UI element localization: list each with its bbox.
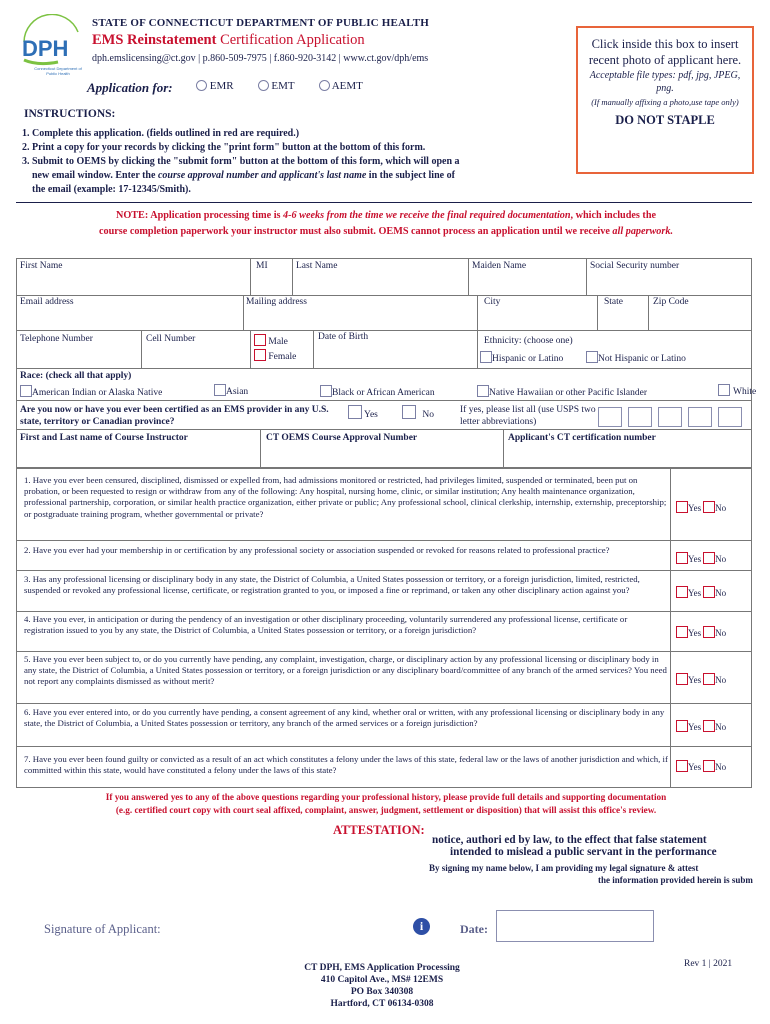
black-checkbox[interactable] — [320, 385, 332, 397]
col-divider — [597, 295, 598, 330]
cell-label: Cell Number — [146, 334, 196, 344]
question-divider — [16, 746, 752, 747]
ethnicity-hispanic[interactable]: Hispanic or Latino — [480, 351, 563, 364]
q5-yes-checkbox[interactable] — [676, 673, 688, 685]
col-divider — [468, 258, 469, 295]
race-asian[interactable]: Asian — [214, 384, 248, 397]
processing-note — [16, 208, 756, 240]
col-divider — [250, 258, 251, 295]
q1-yes-checkbox[interactable] — [676, 501, 688, 513]
option-emr[interactable] — [196, 80, 234, 92]
question-2: 2. Have you ever had your membership in or certification by any professional society or association suspended or revoked for reasons related to professional practice? — [24, 545, 610, 555]
option-emr-label: EMR — [209, 80, 234, 92]
row-divider — [16, 429, 752, 430]
date-input[interactable] — [496, 910, 654, 942]
dob-label: Date of Birth — [318, 332, 369, 342]
ems-yes[interactable]: Yes — [348, 405, 378, 420]
row-divider — [16, 400, 752, 401]
footer-address — [262, 962, 502, 1010]
question-4-answer: Yes No — [676, 626, 726, 638]
photo-file-types: Acceptable file types: pdf, jpg, JPEG, png. — [589, 70, 741, 94]
ethnicity-label: Ethnicity: (choose one) — [484, 336, 573, 346]
q5-no-checkbox[interactable] — [703, 673, 715, 685]
email-label: Email address — [20, 297, 74, 307]
q3-no-checkbox[interactable] — [703, 586, 715, 598]
option-aemt[interactable] — [319, 80, 363, 92]
instruction-step-2: 2. Print a copy for your records by clicking the "print form" button at the bottom of this form. — [22, 142, 426, 153]
dph-logo — [18, 14, 88, 80]
question-divider — [16, 570, 752, 571]
footer-line-3: PO Box 340308 — [350, 987, 414, 997]
gender-male[interactable]: Male — [254, 334, 288, 347]
application-for-label: Application for: — [87, 80, 173, 95]
col-divider — [292, 258, 293, 295]
q2-yes-checkbox[interactable] — [676, 552, 688, 564]
question-7-answer: Yes No — [676, 760, 726, 772]
state-abbrev-input-2[interactable] — [628, 407, 652, 427]
col-divider — [586, 258, 587, 295]
question-7: 7. Have you ever been found guilty or convicted as a result of an act which constitutes a felony under the laws of this state, federal law or the laws of another jurisdiction and which, if committed within this state, would have constituted a felony under the laws of this state? — [24, 754, 668, 776]
q6-no-checkbox[interactable] — [703, 720, 715, 732]
hispanic-checkbox[interactable] — [480, 351, 492, 363]
col-divider — [141, 330, 142, 368]
pacific-islander-checkbox[interactable] — [477, 385, 489, 397]
form-title-bold: EMS Reinstatement — [92, 32, 217, 48]
if-yes-list-label: If yes, please list all (use USPS two letter abbreviations) — [460, 405, 596, 427]
contact-line: dph.emslicensing@ct.gov | p.860-509-7975 | f.860-920-3142 | www.ct.gov/dph/ems — [92, 53, 429, 64]
question-3-answer: Yes No — [676, 586, 726, 598]
q7-yes-checkbox[interactable] — [676, 760, 688, 772]
first-name-label: First Name — [20, 261, 63, 271]
do-not-staple: DO NOT STAPLE — [615, 113, 715, 127]
ssn-label: Social Security number — [590, 261, 680, 271]
telephone-label: Telephone Number — [20, 334, 93, 344]
photo-instruction: Click inside this box to insert recent photo of applicant here. — [588, 37, 742, 67]
female-checkbox[interactable] — [254, 349, 266, 361]
question-divider — [16, 611, 752, 612]
instruction-step-3-cont: new email window. Enter the course approval number and applicant's last name in the subject line of — [32, 170, 455, 181]
form-title — [92, 32, 365, 49]
ems-yes-checkbox[interactable] — [348, 405, 362, 419]
question-6-answer: Yes No — [676, 720, 726, 732]
attestation-line-1: notice, authori ed by law, to the effect that false statement — [432, 834, 707, 846]
race-pacific-islander[interactable]: Native Hawaiian or other Pacific Islander — [477, 385, 647, 398]
footer-line-1: CT DPH, EMS Application Processing — [304, 963, 460, 973]
answered-yes-line-1: If you answered yes to any of the above questions regarding your professional history, please provide full details and supporting documentation — [105, 792, 667, 802]
ct-cert-label: Applicant's CT certification number — [508, 433, 656, 443]
q1-no-checkbox[interactable] — [703, 501, 715, 513]
race-label: Race: (check all that apply) — [20, 371, 132, 381]
question-1: 1. Have you ever been censured, disciplined, dismissed or expelled from, had admissions monitored or restricted, had privileges limited, suspended or terminated, been put on probation, or been requested to resign or withdraw from any of the following: Any hospital, nursing home, clinic, or similar institution; Any health maintenance organization, professional partnership, corporation, or similar health practice organization, either private or public; Any professional school, clinical clerkship, internship, externship, preceptorship; or postgraduate training program, whether governmental or private? — [24, 475, 667, 519]
state-label: State — [604, 297, 623, 307]
row-divider — [16, 330, 752, 331]
footer-line-2: 410 Capitol Ave., MS# 12EMS — [320, 975, 444, 985]
instruction-step-1: 1. Complete this application. (fields outlined in red are required.) — [22, 128, 300, 139]
date-label: Date: — [460, 922, 488, 936]
state-abbrev-input-5[interactable] — [718, 407, 742, 427]
q2-no-checkbox[interactable] — [703, 552, 715, 564]
signature-label: Signature of Applicant: — [44, 922, 161, 936]
question-3: 3. Has any professional licensing or disciplinary body in any state, the District of Columbia, a United States possession or territory, or a foreign jurisdiction, limited, restricted, suspended or revoked any professional license, certificate, or registration granted to you, or imposed a fine or reprimand, or taken any other disciplinary action against you? — [24, 574, 640, 596]
white-checkbox[interactable] — [718, 384, 730, 396]
instruction-step-3-example: the email (example: 17-12345/Smith). — [32, 184, 191, 195]
answered-yes-line-2: (e.g. certified court copy with court seal affixed, complaint, answer, judgment, settlement or disposition) that will assist this office's review. — [115, 804, 657, 815]
question-1-answer: Yes No — [676, 501, 726, 513]
attestation-line-2: intended to mislead a public servant in the performance — [450, 846, 717, 858]
city-label: City — [484, 297, 501, 307]
col-divider — [250, 330, 251, 368]
state-abbrev-input-4[interactable] — [688, 407, 712, 427]
asian-checkbox[interactable] — [214, 384, 226, 396]
q6-yes-checkbox[interactable] — [676, 720, 688, 732]
mailing-label: Mailing address — [246, 297, 307, 307]
header-divider — [16, 202, 752, 203]
col-divider — [313, 330, 314, 368]
question-2-answer: Yes No — [676, 552, 726, 564]
photo-box[interactable] — [576, 26, 754, 174]
race-white[interactable]: White — [718, 384, 756, 397]
option-emt-label: EMT — [271, 80, 295, 92]
info-icon[interactable]: i — [413, 918, 430, 935]
zip-label: Zip Code — [653, 297, 689, 307]
option-aemt-label: AEMT — [331, 80, 363, 92]
attestation-heading: ATTESTATION: — [333, 823, 425, 837]
male-checkbox[interactable] — [254, 334, 266, 346]
option-emt[interactable] — [258, 80, 295, 92]
race-black[interactable]: Black or African American — [320, 385, 435, 398]
instruction-step-3: 3. Submit to OEMS by clicking the "submit form" button at the bottom of this form, which will open a — [22, 156, 460, 167]
instructions-list — [22, 127, 570, 197]
ems-no-checkbox[interactable] — [402, 405, 416, 419]
q7-no-checkbox[interactable] — [703, 760, 715, 772]
question-divider — [16, 651, 752, 652]
photo-tape-note: (If manually affixing a photo,use tape only) — [591, 97, 739, 107]
row-divider — [16, 295, 752, 296]
row-divider — [16, 368, 752, 369]
col-divider — [477, 330, 478, 368]
question-6: 6. Have you ever entered into, or do you currently have pending, a consent agreement of any kind, whether oral or written, with any professional licensing or disciplinary body in any state, the District of Columbia, a United States possession or territory, any branch of the armed services or a foreign jurisdiction? — [24, 707, 665, 729]
q4-no-checkbox[interactable] — [703, 626, 715, 638]
mi-label: MI — [256, 261, 268, 271]
col-divider — [243, 295, 244, 330]
maiden-name-label: Maiden Name — [472, 261, 527, 271]
col-divider — [503, 429, 504, 468]
ems-no[interactable]: No — [402, 405, 434, 420]
processing-note-line-2: course completion paperwork your instructor must also submit. OEMS cannot process an application until we receive all paperwork. — [98, 226, 673, 237]
form-title-rest: Certification Application — [216, 32, 365, 48]
application-for-options — [196, 80, 363, 92]
answer-col-divider — [670, 468, 671, 788]
processing-note-line-1: NOTE: Application processing time is 4-6 weeks from the time we receive the final required documentation, which includes the — [115, 210, 657, 221]
not-hispanic-checkbox[interactable] — [586, 351, 598, 363]
col-divider — [477, 295, 478, 330]
ems-provider-question: Are you now or have you ever been certified as an EMS provider in any U.S. state, territory or Canadian province? — [20, 405, 329, 427]
signature-field[interactable] — [180, 914, 400, 940]
state-abbrev-input-1[interactable] — [598, 407, 622, 427]
course-number-label: CT OEMS Course Approval Number — [266, 433, 418, 443]
question-4: 4. Have you ever, in anticipation or during the pendency of an investigation or other disciplinary proceeding, voluntarily surrendered any professional license, certificate or registration issued to you by any state, the District of Columbia, a United States possession or territory, or a foreign jurisdiction? — [24, 614, 628, 636]
agency-name: STATE OF CONNECTICUT DEPARTMENT OF PUBLIC HEALTH — [92, 17, 430, 29]
revision-label: Rev 1 | 2021 — [684, 959, 733, 969]
attestation-line-3: By signing my name below, I am providing my legal signature & attest — [429, 863, 699, 873]
svg-text:DPH: DPH — [22, 36, 69, 61]
state-abbrev-input-3[interactable] — [658, 407, 682, 427]
instructions-heading: INSTRUCTIONS: — [24, 108, 116, 120]
col-divider — [648, 295, 649, 330]
instructor-label: First and Last name of Course Instructor — [20, 433, 188, 443]
logo-subtitle: Connecticut Department of Public Health — [34, 66, 82, 76]
q3-yes-checkbox[interactable] — [676, 586, 688, 598]
question-divider — [16, 540, 752, 541]
question-5: 5. Have you ever been subject to, or do you currently have pending, any complaint, investigation, charge, or disciplinary action by any professional licensing or disciplinary body in any state, the District of Columbia, a United States possession or territory, or a foreign jurisdiction or any disciplinary board/committee of any branch of the armed services? You need not report any complaints dismissed as without merit? — [24, 654, 667, 687]
col-divider — [260, 429, 261, 468]
race-american-indian[interactable]: American Indian or Alaska Native — [20, 385, 162, 398]
last-name-label: Last Name — [296, 261, 338, 271]
question-5-answer: Yes No — [676, 673, 726, 685]
attestation-line-4: the information provided herein is subm — [598, 875, 753, 885]
question-divider — [16, 703, 752, 704]
gender-female[interactable]: Female — [254, 349, 296, 362]
ethnicity-not-hispanic[interactable]: Not Hispanic or Latino — [586, 351, 686, 364]
footer-line-4: Hartford, CT 06134-0308 — [330, 999, 434, 1009]
q4-yes-checkbox[interactable] — [676, 626, 688, 638]
american-indian-checkbox[interactable] — [20, 385, 32, 397]
answered-yes-note — [16, 791, 756, 816]
